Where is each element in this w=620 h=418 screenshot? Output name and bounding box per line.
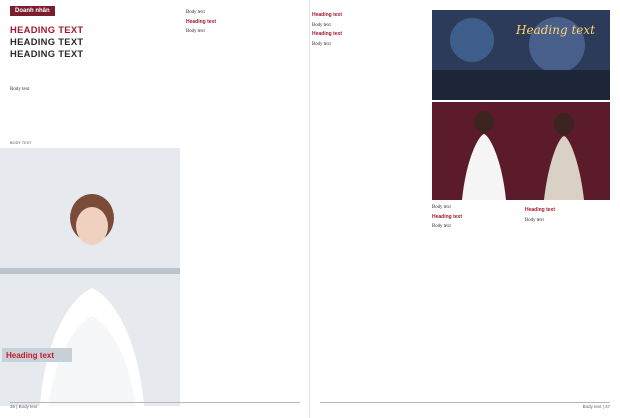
photo-caption-top: Heading text bbox=[516, 23, 595, 37]
footer-right: Body text | 37 bbox=[582, 404, 610, 409]
fashion-photo bbox=[432, 102, 610, 200]
body-paragraph: Body text bbox=[525, 217, 544, 223]
title-line-3: HEADING TEXT bbox=[10, 48, 84, 59]
title-line-1: HEADING TEXT bbox=[10, 24, 84, 35]
body-paragraph: Body text bbox=[432, 205, 451, 210]
spread-divider bbox=[309, 0, 310, 418]
section-tag: Doanh nhân bbox=[10, 6, 55, 16]
question-heading: Heading text bbox=[432, 213, 463, 220]
column-2 bbox=[186, 10, 306, 395]
hero-photo bbox=[0, 148, 180, 406]
fashion-illustration bbox=[432, 102, 610, 200]
body-paragraph: Body text bbox=[432, 224, 451, 229]
footer-rule-right bbox=[320, 402, 610, 403]
question-heading: Heading text bbox=[186, 18, 217, 25]
photo-credit: BODY TEXT bbox=[10, 140, 32, 145]
article-title bbox=[10, 24, 180, 60]
footer-left: 36 | Body text bbox=[10, 404, 38, 409]
body-paragraph: Body text bbox=[312, 22, 331, 28]
question-heading: Heading text bbox=[525, 207, 556, 213]
performance-illustration bbox=[432, 10, 610, 100]
title-line-2: HEADING TEXT bbox=[10, 36, 84, 47]
hero-illustration bbox=[0, 148, 180, 406]
body-paragraph: Body text bbox=[312, 41, 331, 47]
intro-paragraph: Body text bbox=[10, 87, 30, 92]
column-5 bbox=[525, 205, 610, 395]
column-3 bbox=[312, 10, 432, 395]
question-heading: Heading text bbox=[312, 12, 343, 18]
footer-rule-left bbox=[10, 402, 300, 403]
column-4 bbox=[432, 205, 517, 395]
body-paragraph: Body text bbox=[186, 10, 205, 15]
body-paragraph: Body text bbox=[186, 29, 205, 34]
hero-sign-text: Heading text bbox=[6, 351, 55, 360]
performance-photo bbox=[432, 10, 610, 100]
question-heading: Heading text bbox=[312, 31, 343, 37]
